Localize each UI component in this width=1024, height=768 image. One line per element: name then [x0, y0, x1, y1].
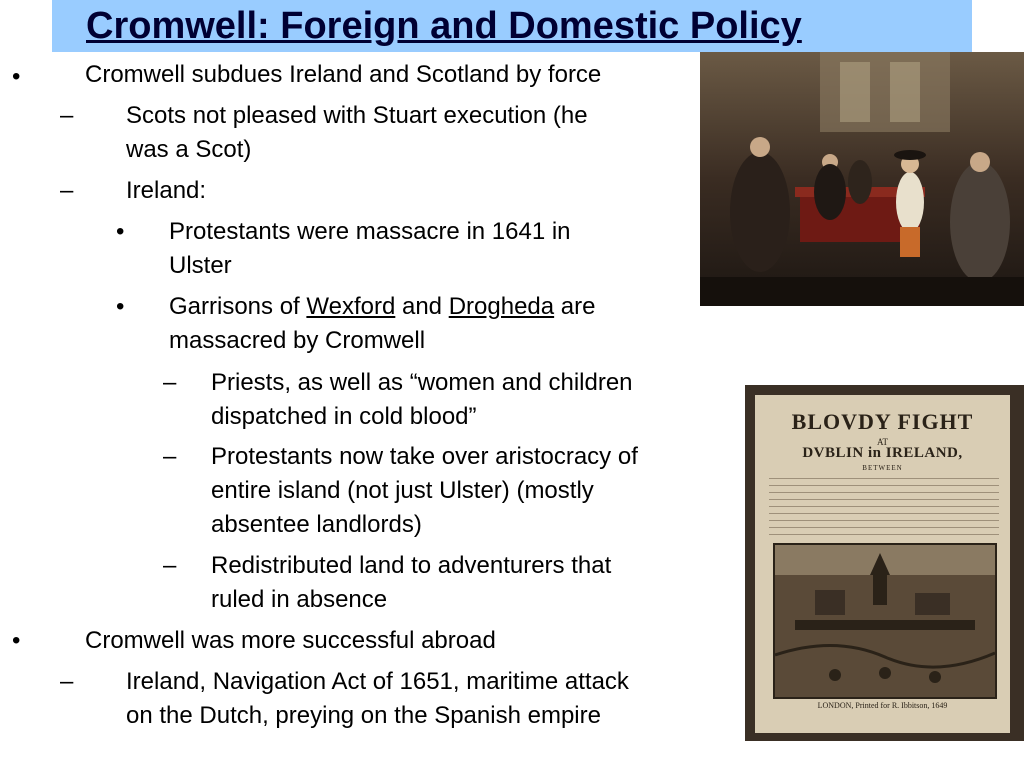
- bullet-marker: •: [116, 218, 125, 245]
- pamphlet-page: [755, 395, 1010, 733]
- text-span: Garrisons of: [169, 293, 307, 320]
- pamphlet-body-text: [769, 475, 999, 537]
- bullet-marker: •: [12, 627, 21, 654]
- bullet-text: Protestants were massacre in 1641 in: [169, 218, 571, 245]
- bullet-text: ruled in absence: [211, 586, 388, 613]
- bloody-fight-pamphlet-image: [745, 385, 1024, 741]
- bullet-marker: •: [116, 293, 125, 320]
- bullet-text: Protestants now take over aristocracy of: [211, 443, 638, 470]
- text-span: and: [395, 293, 449, 320]
- bullet-text: was a Scot): [126, 136, 252, 163]
- bullet-text: dispatched in cold blood”: [211, 403, 477, 430]
- cromwell-painting-image: [700, 52, 1024, 306]
- bullet-text: Cromwell subdues Ireland and Scotland by force: [85, 61, 602, 88]
- bullet-text: Ireland:: [126, 177, 207, 204]
- bullet-text: Ireland, Navigation Act of 1651, maritime attack: [126, 668, 629, 695]
- bullet-text: massacred by Cromwell: [169, 327, 426, 354]
- bullet-text: [169, 290, 595, 324]
- bullet-text: Ulster: [169, 252, 232, 279]
- pamphlet-place: DVBLIN in IRELAND,: [802, 445, 963, 461]
- wexford-link[interactable]: Wexford: [306, 293, 396, 320]
- bullet-text: Redistributed land to adventurers that: [211, 552, 612, 579]
- dash-marker: –: [163, 443, 177, 470]
- pamphlet-woodcut: [773, 543, 997, 699]
- pamphlet-imprint: LONDON, Printed for R. Ibbitson, 1649: [817, 701, 948, 710]
- woodcut-illustration: [775, 545, 995, 697]
- dash-marker: –: [163, 552, 177, 579]
- pamphlet-at: AT: [877, 437, 888, 447]
- pamphlet-between: BETWEEN: [862, 464, 903, 472]
- bullet-text: absentee landlords): [211, 511, 422, 538]
- dash-marker: –: [163, 369, 177, 396]
- painting-illustration: [700, 52, 1024, 306]
- pamphlet-title: BLOVDY FIGHT: [791, 409, 974, 434]
- dash-marker: –: [60, 102, 74, 129]
- bullet-text: entire island (not just Ulster) (mostly: [211, 477, 594, 504]
- slide-title: Cromwell: Foreign and Domestic Policy: [86, 5, 802, 47]
- drogheda-link[interactable]: Drogheda: [448, 293, 555, 320]
- bullet-text: on the Dutch, preying on the Spanish empire: [126, 702, 601, 729]
- dash-marker: –: [60, 668, 74, 695]
- bullet-text: Cromwell was more successful abroad: [85, 627, 496, 654]
- bullet-marker: •: [12, 63, 21, 90]
- dash-marker: –: [60, 177, 74, 204]
- bullet-text: Scots not pleased with Stuart execution (he: [126, 102, 588, 129]
- bullet-text: Priests, as well as “women and children: [211, 369, 633, 396]
- text-span: are: [554, 293, 596, 320]
